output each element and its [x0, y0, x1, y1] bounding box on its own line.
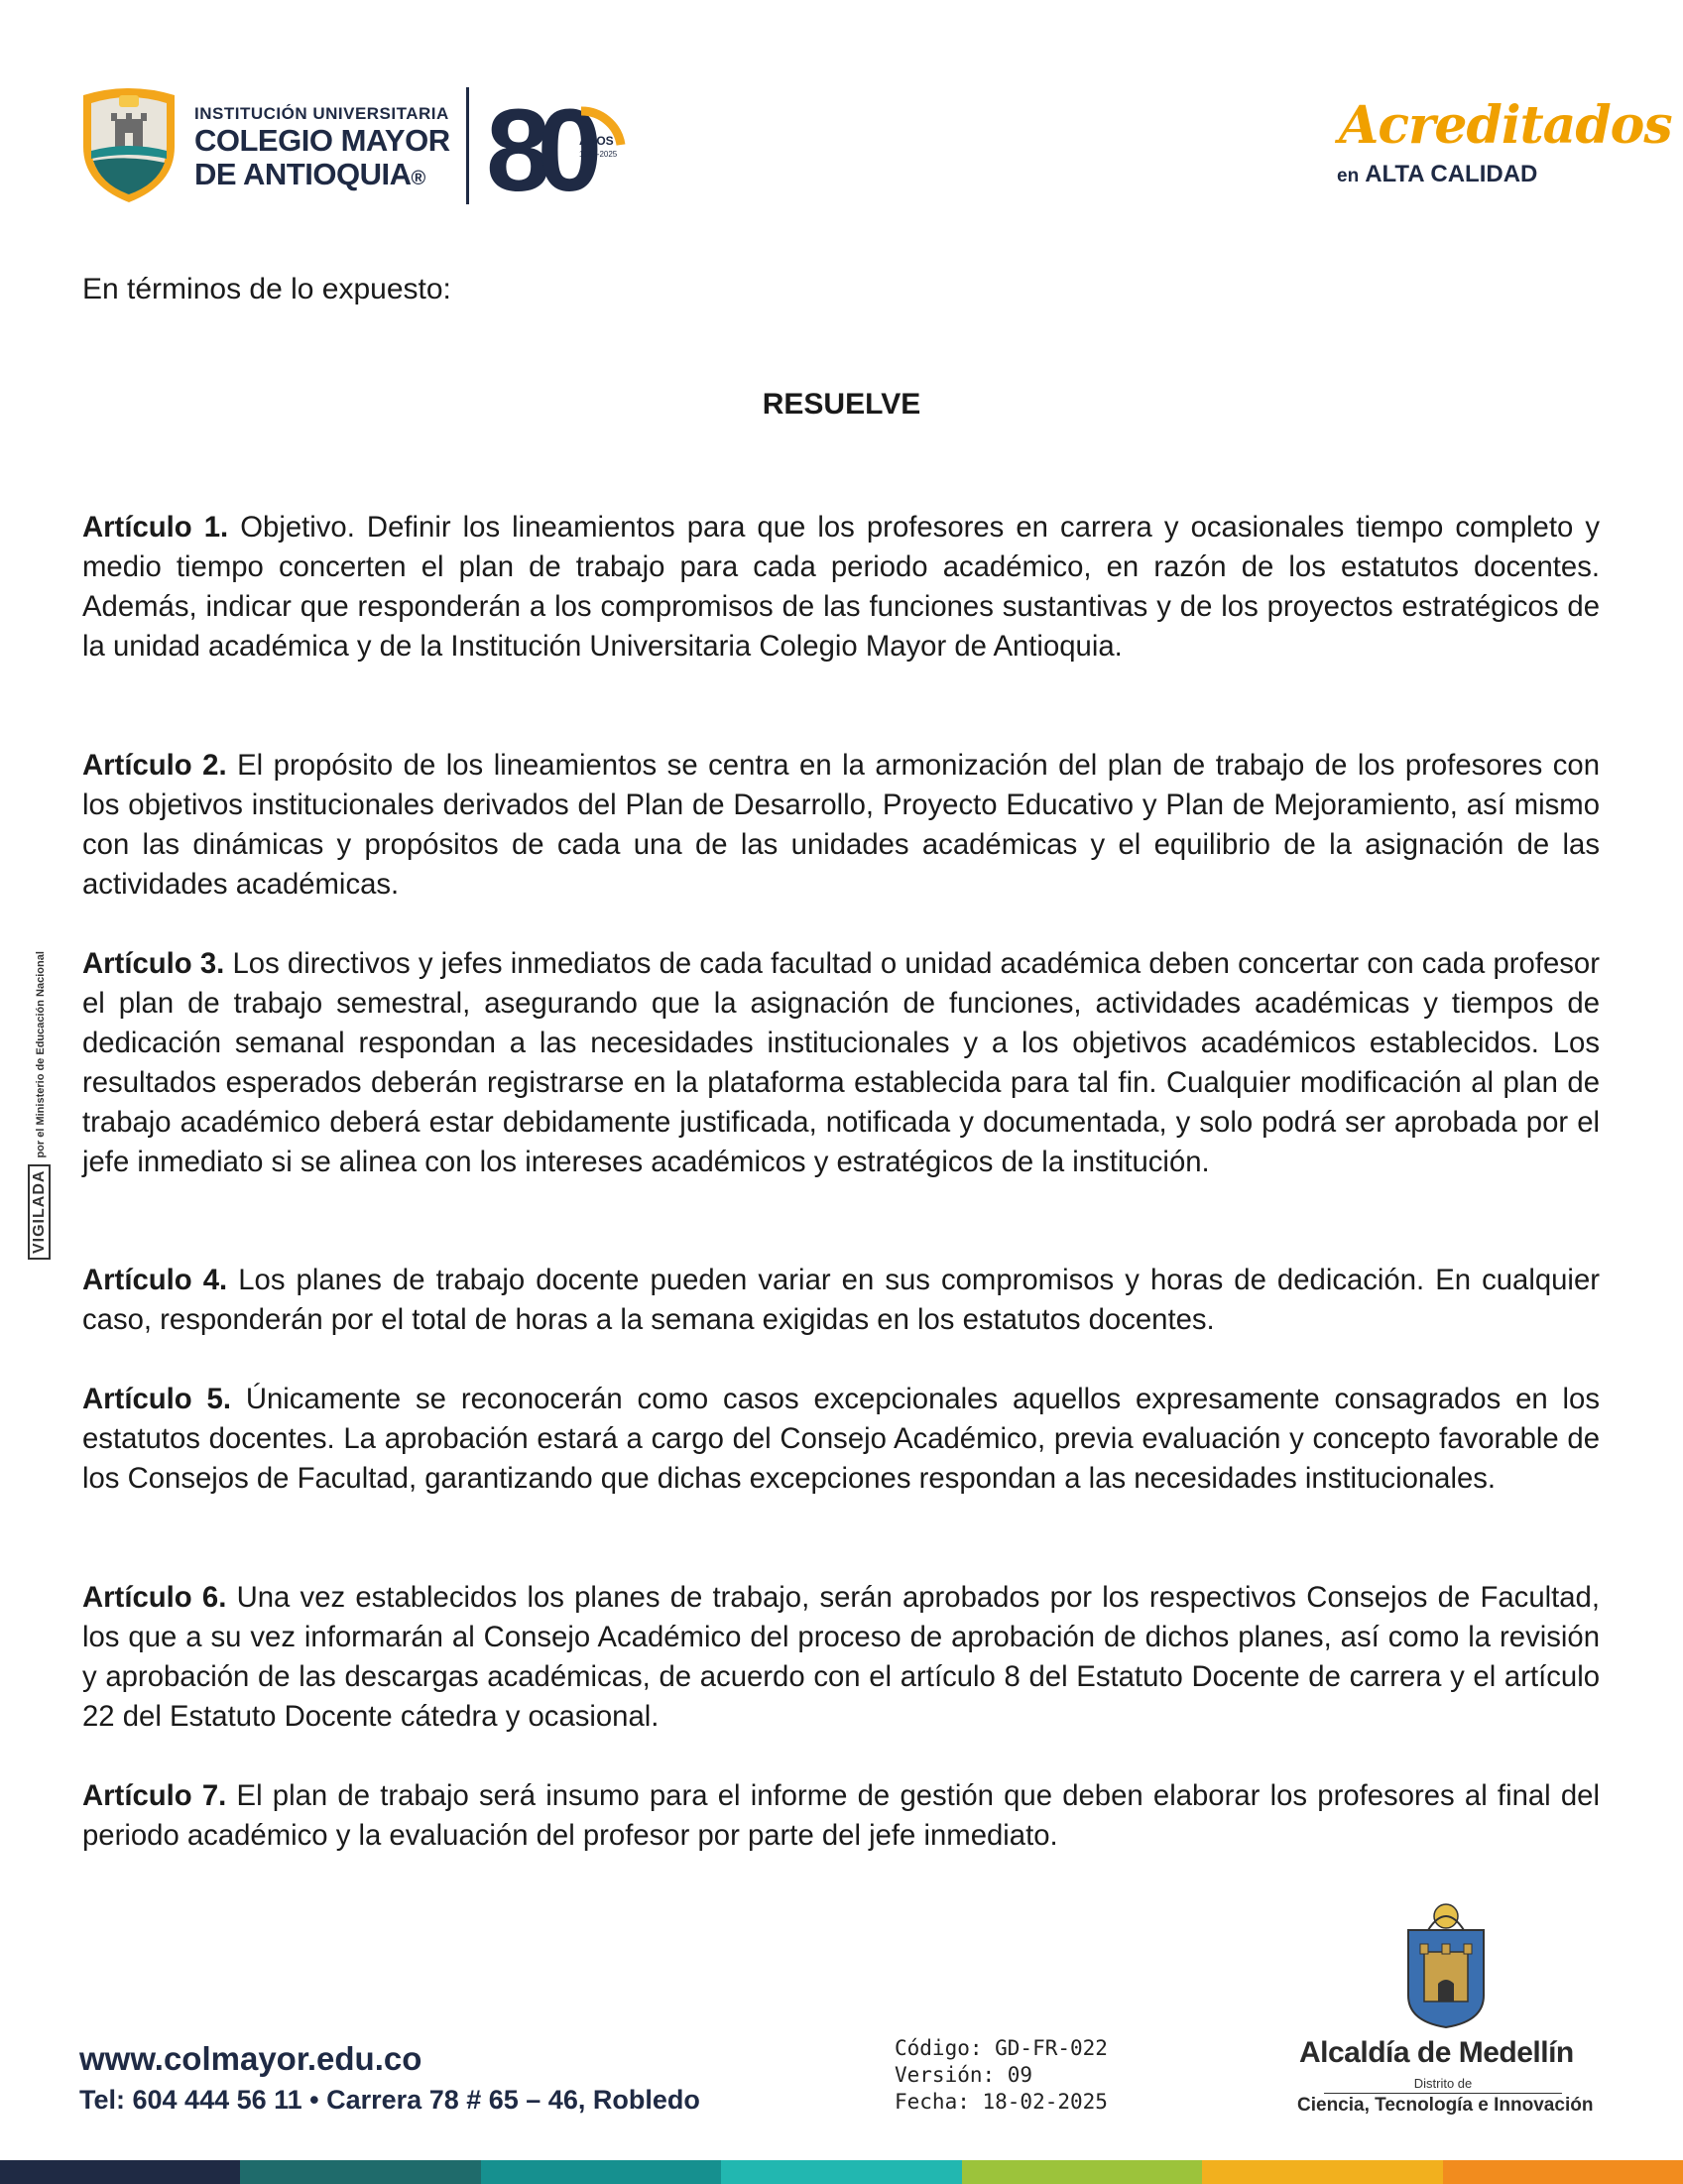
article-2-text: El propósito de los lineamientos se centra en la armonización del plan de trabajo de los profesores con los objetivos institucionales derivados del Plan de Desarrollo, Proyecto Educativo y Plan de Mejoramiento, así mismo con las dinámicas y propósitos de cada una de las unidades académicas y el equilibrio de la asignación de las actividades académicas. [82, 749, 1600, 901]
institution-name [194, 105, 482, 189]
vigilada-label: VIGILADA [28, 1164, 51, 1260]
institution-line-3: DE ANTIOQUIA [194, 157, 412, 191]
article-1-label: Artículo 1. [82, 511, 229, 544]
resolution-heading: RESUELVE [762, 388, 921, 421]
document-code: Código: GD-FR-022 [895, 2036, 1108, 2060]
shield-icon [77, 85, 180, 204]
alcaldia-science: Ciencia, Tecnología e Innovación [1297, 2095, 1594, 2116]
article-4-text: Los planes de trabajo docente pueden variar en sus compromisos y horas de dedicación. En cualquier caso, responderán por el total de horas a la semana exigidas en los estatutos docentes. [82, 1264, 1600, 1336]
anniversary-years: 1945-2025 [579, 150, 618, 159]
website-link[interactable]: www.colmayor.edu.co [79, 2040, 422, 2077]
article-5 [82, 1380, 1600, 1499]
color-band-segment [0, 2160, 240, 2184]
accredited-subtitle [1337, 161, 1537, 188]
color-band-segment [1202, 2160, 1442, 2184]
article-7 [82, 1776, 1600, 1856]
accredited-en: en [1337, 166, 1360, 186]
alcaldia-district-text: Distrito de [1413, 2076, 1473, 2091]
article-6-label: Artículo 6. [82, 1581, 227, 1614]
accredited-sub-text: ALTA CALIDAD [1365, 161, 1538, 187]
article-6-text: Una vez establecidos los planes de trabajo, serán aprobados por los respectivos Consejos de Facultad, los que a su vez informarán al Consejo Académico del proceso de aprobación de dichos planes, así como la revisión y aprobación de las descargas académicas, de acuerdo con el artículo 8 del Estatuto Docente de carrera y el artículo 22 del Estatuto Docente cátedra y ocasional. [82, 1581, 1600, 1733]
contact-info: Tel: 604 444 56 11 • Carrera 78 # 65 – 46, Robledo [79, 2085, 700, 2115]
anniversary-logo [486, 91, 633, 202]
ministry-label: por el Ministerio de Educación Nacional [35, 951, 47, 1158]
article-3-label: Artículo 3. [82, 947, 225, 980]
article-7-text: El plan de trabajo será insumo para el informe de gestión que deben elaborar los profesores al final del periodo académico y la evaluación del profesor por parte del jefe inmediato. [82, 1779, 1600, 1852]
article-4 [82, 1261, 1600, 1340]
registered-mark: ® [411, 168, 425, 189]
document-version: Versión: 09 [895, 2063, 1033, 2087]
logo-divider [466, 87, 469, 204]
intro-text: En términos de lo expuesto: [82, 273, 451, 305]
article-5-text: Únicamente se reconocerán como casos excepcionales aquellos expresamente consagrados en los estatutos docentes. La aprobación estará a cargo del Consejo Académico, previa evaluación y concepto favorable de los Consejos de Facultad, garantizando que dichas excepciones respondan a las necesidades institucionales. [82, 1383, 1600, 1495]
alcaldia-logo [1289, 1900, 1617, 2119]
document-date: Fecha: 18-02-2025 [895, 2090, 1108, 2114]
color-band-segment [721, 2160, 961, 2184]
article-3-text: Los directivos y jefes inmediatos de cada facultad o unidad académica deben concertar con cada profesor el plan de trabajo semestral, asegurando que la asignación de funciones, actividades académicas y tiempos de dedicación semanal respondan a las necesidades institucionales y a los objetivos académicos establecidos. Los resultados esperados deberán registrarse en la plataforma establecida para tal fin. Cualquier modificación al plan de trabajo académico deberá estar debidamente justificada, notificada y documentada, y solo podrá ser aprobada por el jefe inmediato si se alinea con los intereses académicos y estratégicos de la institución. [82, 947, 1600, 1178]
article-5-label: Artículo 5. [82, 1383, 231, 1415]
article-1 [82, 508, 1600, 667]
article-3 [82, 944, 1600, 1182]
anniversary-word: AÑOS [579, 134, 614, 148]
alcaldia-divider [1324, 2093, 1562, 2094]
vigilada-stamp [31, 951, 49, 1260]
article-6 [82, 1578, 1600, 1737]
anniversary-number: 80 [486, 91, 589, 202]
article-4-label: Artículo 4. [82, 1264, 228, 1296]
color-band-segment [240, 2160, 480, 2184]
article-7-label: Artículo 7. [82, 1779, 227, 1812]
document-codes [895, 2035, 1108, 2116]
medellin-crest-icon [1398, 1900, 1494, 2029]
accreditation-logo [1331, 95, 1672, 194]
institution-line-3-wrap [194, 159, 482, 189]
institution-line-1: INSTITUCIÓN UNIVERSITARIA [194, 104, 449, 123]
alcaldia-name: Alcaldía de Medellín [1299, 2036, 1574, 2069]
institution-line-2: COLEGIO MAYOR [194, 123, 450, 158]
article-2 [82, 746, 1600, 905]
color-band-segment [962, 2160, 1202, 2184]
alcaldia-district [1289, 2076, 1597, 2094]
footer-color-band [0, 2160, 1683, 2184]
accredited-script: Acreditados [1339, 95, 1672, 156]
article-1-text: Objetivo. Definir los lineamientos para que los profesores en carrera y ocasionales tiempo completo y medio tiempo concerten el plan de trabajo para cada periodo académico, en razón de los estatutos docentes. Además, indicar que responderán a los compromisos de las funciones sustantivas y de los proyectos estratégicos de la unidad académica y de la Institución Universitaria Colegio Mayor de Antioquia. [82, 511, 1600, 663]
institution-logo [77, 85, 662, 206]
article-2-label: Artículo 2. [82, 749, 227, 782]
color-band-segment [481, 2160, 721, 2184]
color-band-segment [1443, 2160, 1683, 2184]
